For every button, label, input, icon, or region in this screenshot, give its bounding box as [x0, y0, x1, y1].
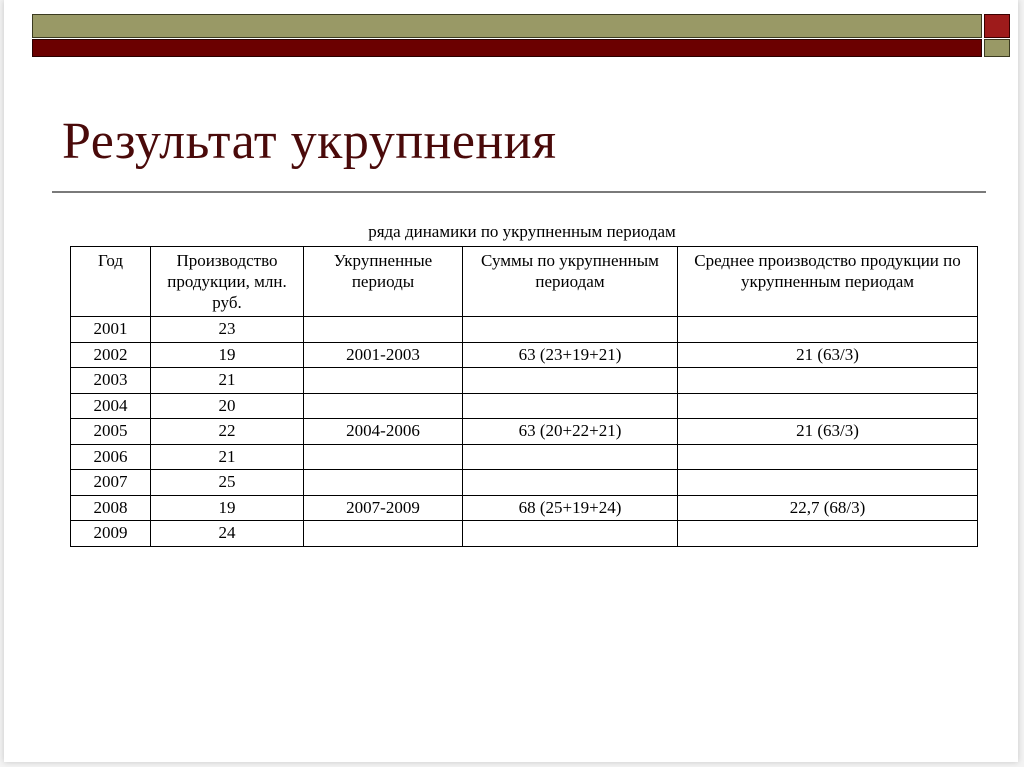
- cell-period: [304, 444, 463, 470]
- cell-average: [678, 470, 978, 496]
- cell-production: 24: [151, 521, 304, 547]
- cell-sum: [463, 470, 678, 496]
- cell-year: 2006: [71, 444, 151, 470]
- cell-sum: [463, 368, 678, 394]
- cell-period: [304, 393, 463, 419]
- cell-production: 21: [151, 368, 304, 394]
- table-row: [71, 419, 978, 445]
- header-periods: Укрупненные периоды: [304, 247, 463, 317]
- cell-production: 22: [151, 419, 304, 445]
- cell-average: [678, 444, 978, 470]
- cell-year: 2007: [71, 470, 151, 496]
- table-row: [71, 393, 978, 419]
- cell-average: 21 (63/3): [678, 342, 978, 368]
- corner-square-red: [984, 14, 1010, 38]
- cell-average: [678, 521, 978, 547]
- data-table: [70, 246, 978, 547]
- cell-period: [304, 317, 463, 343]
- header-sums: Суммы по укрупненным периодам: [463, 247, 678, 317]
- cell-year: 2004: [71, 393, 151, 419]
- cell-production: 23: [151, 317, 304, 343]
- cell-average: [678, 317, 978, 343]
- cell-production: 25: [151, 470, 304, 496]
- cell-period: 2004-2006: [304, 419, 463, 445]
- cell-sum: 68 (25+19+24): [463, 495, 678, 521]
- cell-average: 21 (63/3): [678, 419, 978, 445]
- cell-year: 2008: [71, 495, 151, 521]
- corner-square-olive: [984, 39, 1010, 57]
- cell-year: 2009: [71, 521, 151, 547]
- table-row: [71, 368, 978, 394]
- header-band-olive: [32, 14, 982, 38]
- cell-sum: 63 (23+19+21): [463, 342, 678, 368]
- cell-production: 21: [151, 444, 304, 470]
- header-average: Среднее производство продукции по укрупненным периодам: [678, 247, 978, 317]
- cell-average: [678, 368, 978, 394]
- slide-title: Результат укрупнения: [62, 113, 557, 170]
- cell-period: 2001-2003: [304, 342, 463, 368]
- slide: [4, 0, 1018, 762]
- header-band-red: [32, 39, 982, 57]
- header-year: Год: [71, 247, 151, 317]
- cell-production: 20: [151, 393, 304, 419]
- table-header-row: [71, 247, 978, 317]
- cell-production: 19: [151, 495, 304, 521]
- table-row: [71, 495, 978, 521]
- header-production: Производство продукции, млн. руб.: [151, 247, 304, 317]
- table-row: [71, 342, 978, 368]
- cell-period: [304, 521, 463, 547]
- cell-period: [304, 368, 463, 394]
- cell-sum: 63 (20+22+21): [463, 419, 678, 445]
- cell-sum: [463, 393, 678, 419]
- cell-period: 2007-2009: [304, 495, 463, 521]
- cell-year: 2003: [71, 368, 151, 394]
- cell-production: 19: [151, 342, 304, 368]
- cell-sum: [463, 521, 678, 547]
- cell-year: 2001: [71, 317, 151, 343]
- table-row: [71, 317, 978, 343]
- cell-sum: [463, 317, 678, 343]
- table-row: [71, 521, 978, 547]
- cell-average: 22,7 (68/3): [678, 495, 978, 521]
- title-divider: [52, 191, 986, 193]
- cell-year: 2005: [71, 419, 151, 445]
- table-row: [71, 444, 978, 470]
- table-caption: ряда динамики по укрупненным периодам: [368, 222, 676, 241]
- cell-year: 2002: [71, 342, 151, 368]
- cell-average: [678, 393, 978, 419]
- cell-period: [304, 470, 463, 496]
- table-row: [71, 470, 978, 496]
- cell-sum: [463, 444, 678, 470]
